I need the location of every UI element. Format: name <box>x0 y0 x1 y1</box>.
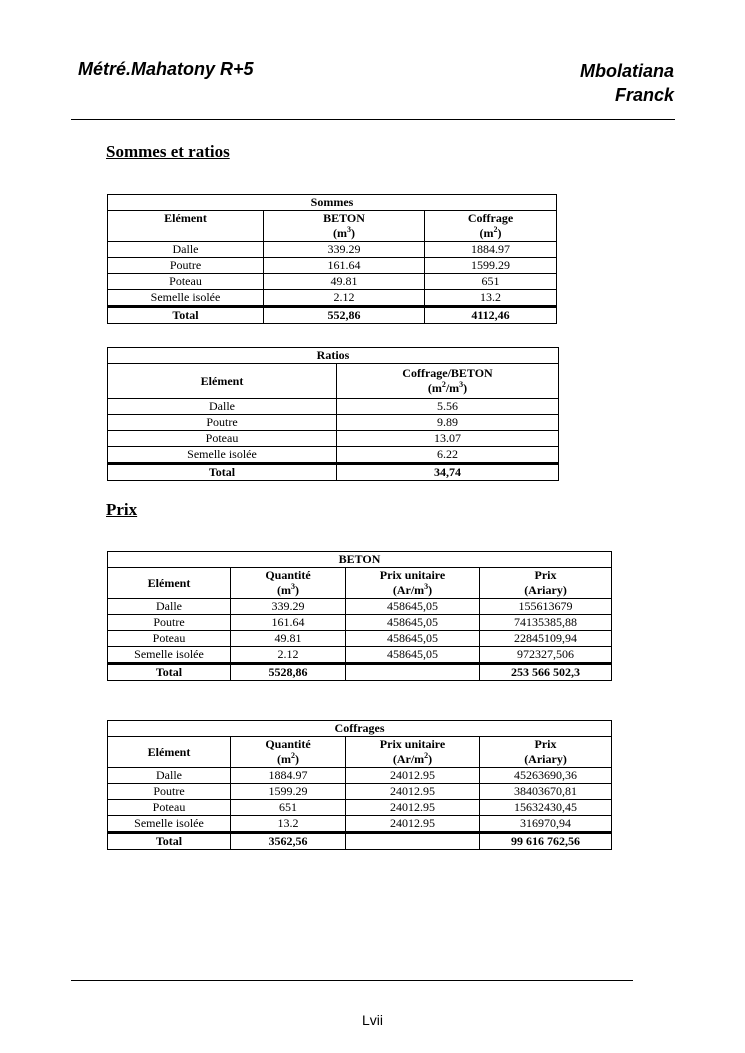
cell-element: Poteau <box>108 800 231 816</box>
cell-element: Semelle isolée <box>108 290 264 307</box>
table-row <box>108 599 612 615</box>
table-row <box>108 800 612 816</box>
table-row <box>108 447 559 464</box>
unit-text: (m <box>277 583 291 597</box>
cell-prix: 316970,94 <box>480 816 612 833</box>
table-row <box>108 290 557 307</box>
cell-pu: 458645,05 <box>346 647 480 664</box>
cell-element: Poutre <box>108 784 231 800</box>
footer-rule <box>71 980 633 981</box>
cell-quantite: 1599.29 <box>231 784 346 800</box>
unit-text: /m <box>445 381 460 395</box>
cell-ratio: 13.07 <box>337 431 559 447</box>
prix-coffrages-col-prix <box>480 737 612 768</box>
cell-prix: 22845109,94 <box>480 631 612 647</box>
unit-exponent: 2 <box>441 380 446 389</box>
sommes-col-beton <box>264 211 425 242</box>
unit-exponent: 2 <box>493 225 498 234</box>
cell-total-quantite: 3562,56 <box>231 833 346 850</box>
col-unit <box>231 583 345 598</box>
cell-pu: 458645,05 <box>346 615 480 631</box>
prix-coffrages-table <box>107 720 612 850</box>
sommes-col-coffrage-unit <box>425 226 556 241</box>
section-title-prix: Prix <box>106 500 138 519</box>
cell-beton: 339.29 <box>264 242 425 258</box>
table-row <box>108 631 612 647</box>
cell-quantite: 1884.97 <box>231 768 346 784</box>
cell-total-empty <box>346 664 480 681</box>
ratios-col-ratio-label: Coffrage/BETON <box>402 366 493 380</box>
cell-element: Semelle isolée <box>108 447 337 464</box>
unit-text: (m <box>333 226 347 240</box>
cell-element: Poteau <box>108 631 231 647</box>
cell-beton: 49.81 <box>264 274 425 290</box>
prix-beton-col-pu <box>346 568 480 599</box>
col-unit: (Ariary) <box>524 752 567 766</box>
unit-exponent: 3 <box>459 380 464 389</box>
cell-pu: 458645,05 <box>346 599 480 615</box>
unit-text: (m <box>427 381 442 395</box>
col-label: Prix unitaire <box>379 737 446 751</box>
unit-exponent: 3 <box>291 582 295 591</box>
cell-total-empty <box>346 833 480 850</box>
page-number: Lvii <box>361 1012 383 1028</box>
cell-ratio: 9.89 <box>337 415 559 431</box>
unit-text: ) <box>351 226 355 240</box>
cell-prix: 155613679 <box>480 599 612 615</box>
unit-text: ) <box>497 226 502 240</box>
col-label: Prix <box>534 737 557 751</box>
col-unit: (Ariary) <box>524 583 567 597</box>
col-unit <box>231 752 345 767</box>
cell-element: Dalle <box>108 242 264 258</box>
col-label: Prix <box>534 568 557 582</box>
ratios-table <box>107 347 559 481</box>
cell-element: Semelle isolée <box>108 647 231 664</box>
table-row <box>108 615 612 631</box>
cell-total-prix: 99 616 762,56 <box>480 833 612 850</box>
prix-coffrages-col-element: Elément <box>108 737 231 768</box>
cell-element: Dalle <box>108 399 337 415</box>
cell-total-coffrage: 4112,46 <box>425 307 557 324</box>
header-rule <box>71 119 675 120</box>
prix-beton-table-title: BETON <box>108 552 612 568</box>
header-document-title: Métré.Mahatony R+5 <box>78 59 254 79</box>
prix-beton-table <box>107 551 612 681</box>
unit-text: ) <box>463 381 468 395</box>
unit-exponent: 2 <box>291 751 295 760</box>
prix-coffrages-col-pu <box>346 737 480 768</box>
cell-element: Semelle isolée <box>108 816 231 833</box>
ratios-col-ratio-unit <box>337 381 558 396</box>
cell-ratio: 5.56 <box>337 399 559 415</box>
sommes-col-coffrage <box>425 211 557 242</box>
cell-pu: 458645,05 <box>346 631 480 647</box>
cell-coffrage: 651 <box>425 274 557 290</box>
cell-pu: 24012.95 <box>346 784 480 800</box>
col-label: Quantité <box>265 737 311 751</box>
cell-total-beton: 552,86 <box>264 307 425 324</box>
unit-exponent: 3 <box>424 582 429 591</box>
col-label: Prix unitaire <box>379 568 446 582</box>
cell-total-label: Total <box>108 464 337 481</box>
table-row <box>108 816 612 833</box>
cell-element: Poteau <box>108 274 264 290</box>
cell-element: Dalle <box>108 768 231 784</box>
table-total-row <box>108 307 557 324</box>
cell-quantite: 2.12 <box>231 647 346 664</box>
cell-pu: 24012.95 <box>346 816 480 833</box>
table-row <box>108 647 612 664</box>
ratios-table-title: Ratios <box>108 348 559 364</box>
section-title-sommes: Sommes et ratios <box>106 142 230 161</box>
col-label: Quantité <box>265 568 311 582</box>
prix-coffrages-table-title: Coffrages <box>108 721 612 737</box>
cell-prix: 45263690,36 <box>480 768 612 784</box>
unit-text: ) <box>295 752 299 766</box>
unit-text: ) <box>428 583 433 597</box>
cell-beton: 161.64 <box>264 258 425 274</box>
unit-text: ) <box>428 752 433 766</box>
sommes-col-beton-unit <box>264 226 424 241</box>
cell-quantite: 651 <box>231 800 346 816</box>
table-row <box>108 274 557 290</box>
cell-quantite: 49.81 <box>231 631 346 647</box>
unit-text: ) <box>295 583 299 597</box>
col-unit <box>346 583 479 598</box>
cell-coffrage: 13.2 <box>425 290 557 307</box>
unit-text: (m <box>479 226 494 240</box>
unit-text: (Ar/m <box>392 752 425 766</box>
cell-coffrage: 1884.97 <box>425 242 557 258</box>
prix-beton-col-element: Elément <box>108 568 231 599</box>
prix-coffrages-col-quantite <box>231 737 346 768</box>
table-total-row <box>108 833 612 850</box>
header-author-line2: Franck <box>614 85 674 105</box>
table-row <box>108 784 612 800</box>
cell-total-label: Total <box>108 833 231 850</box>
table-row <box>108 258 557 274</box>
ratios-col-ratio <box>337 364 559 399</box>
cell-prix: 15632430,45 <box>480 800 612 816</box>
table-row <box>108 399 559 415</box>
cell-element: Poutre <box>108 615 231 631</box>
unit-exponent: 3 <box>347 225 351 234</box>
cell-total-quantite: 5528,86 <box>231 664 346 681</box>
prix-beton-col-prix <box>480 568 612 599</box>
table-total-row <box>108 464 559 481</box>
prix-beton-col-quantite <box>231 568 346 599</box>
header-author-line1: Mbolatiana <box>579 61 674 81</box>
cell-quantite: 161.64 <box>231 615 346 631</box>
cell-pu: 24012.95 <box>346 768 480 784</box>
cell-prix: 74135385,88 <box>480 615 612 631</box>
sommes-col-coffrage-label: Coffrage <box>467 211 514 225</box>
sommes-table <box>107 194 557 324</box>
sommes-table-title: Sommes <box>108 195 557 211</box>
unit-text: (m <box>277 752 291 766</box>
ratios-col-element: Elément <box>108 364 337 399</box>
cell-total-prix: 253 566 502,3 <box>480 664 612 681</box>
col-unit <box>346 752 479 767</box>
table-row <box>108 768 612 784</box>
cell-quantite: 13.2 <box>231 816 346 833</box>
header-author <box>580 59 674 107</box>
sommes-col-element: Elément <box>108 211 264 242</box>
cell-total-ratio: 34,74 <box>337 464 559 481</box>
table-row <box>108 242 557 258</box>
cell-total-label: Total <box>108 307 264 324</box>
cell-element: Poutre <box>108 415 337 431</box>
unit-text: (Ar/m <box>392 583 425 597</box>
sommes-col-beton-label: BETON <box>323 211 365 225</box>
cell-total-label: Total <box>108 664 231 681</box>
cell-coffrage: 1599.29 <box>425 258 557 274</box>
cell-quantite: 339.29 <box>231 599 346 615</box>
table-row <box>108 415 559 431</box>
cell-element: Poutre <box>108 258 264 274</box>
cell-prix: 972327,506 <box>480 647 612 664</box>
cell-element: Dalle <box>108 599 231 615</box>
cell-beton: 2.12 <box>264 290 425 307</box>
cell-ratio: 6.22 <box>337 447 559 464</box>
table-total-row <box>108 664 612 681</box>
cell-prix: 38403670,81 <box>480 784 612 800</box>
unit-exponent: 2 <box>424 751 429 760</box>
cell-pu: 24012.95 <box>346 800 480 816</box>
table-row <box>108 431 559 447</box>
cell-element: Poteau <box>108 431 337 447</box>
